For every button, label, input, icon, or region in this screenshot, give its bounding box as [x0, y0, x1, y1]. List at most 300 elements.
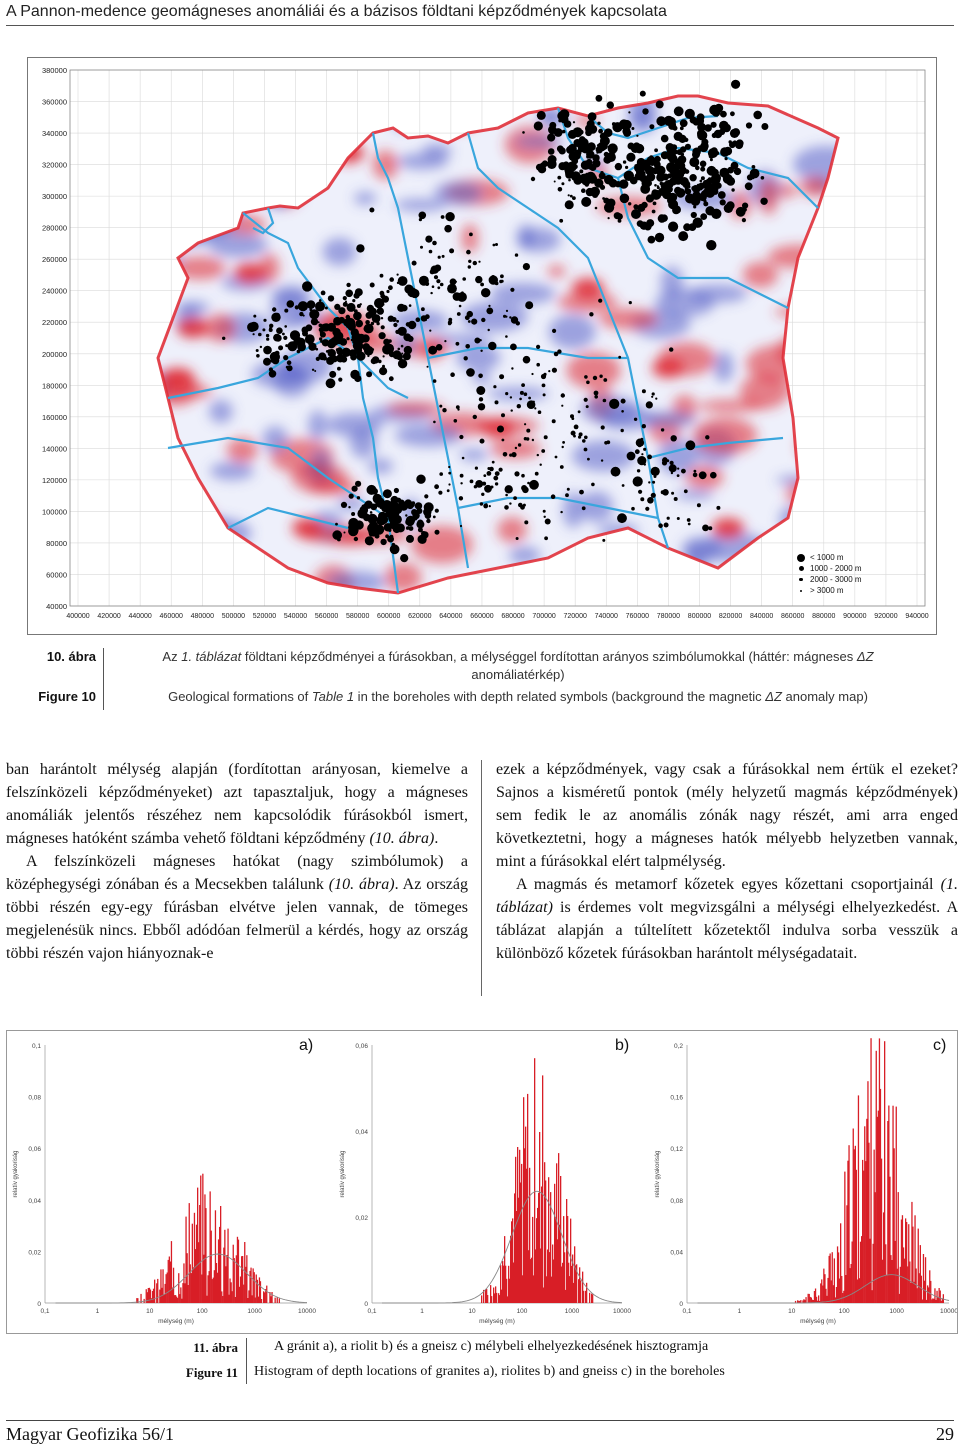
borehole-symbol	[297, 343, 306, 352]
anomaly-blob	[368, 459, 393, 474]
borehole-symbol	[421, 307, 425, 311]
borehole-symbol	[593, 376, 597, 380]
panel-label-c: c)	[933, 1037, 947, 1054]
borehole-symbol	[559, 109, 569, 119]
hist-x-tick-label: 100	[838, 1308, 850, 1315]
borehole-symbol	[282, 333, 285, 336]
map-x-tick-label: 420000	[97, 613, 121, 620]
borehole-symbol	[667, 517, 670, 520]
borehole-symbol	[465, 315, 470, 320]
map-y-tick-label: 320000	[41, 160, 67, 170]
map-x-tick-label: 700000	[532, 613, 556, 620]
borehole-symbol	[591, 483, 595, 487]
borehole-symbol	[524, 520, 528, 524]
figure11-divider	[246, 1338, 247, 1384]
borehole-symbol	[425, 512, 432, 519]
borehole-symbol	[455, 281, 457, 283]
borehole-symbol	[524, 437, 527, 440]
borehole-symbol	[506, 310, 508, 312]
borehole-symbol	[404, 346, 412, 354]
borehole-symbol	[648, 481, 650, 483]
borehole-symbol	[642, 108, 648, 114]
figure10-divider	[103, 648, 104, 710]
map-x-tick-label: 800000	[687, 613, 712, 620]
map-y-tick-label: 140000	[41, 444, 67, 454]
borehole-symbol	[462, 277, 466, 281]
borehole-symbol	[671, 435, 677, 441]
borehole-symbol	[661, 151, 669, 159]
paragraph: A magmás és metamorf kőzetek egyes kőzettani csoportjainál (1. táblázat) is érdemes volt megvizsgálni a mélységi elhelyezkedést. A táblázat alapján a túltelített kőzetektől indulva sorba vesszük a különböző kőzetek fúrásokban harántolt mélységadatait.	[496, 876, 958, 962]
borehole-symbol	[671, 492, 674, 495]
borehole-symbol	[691, 212, 697, 218]
borehole-symbol	[635, 449, 640, 454]
hist-bar	[858, 1095, 859, 1303]
hist-y-tick-label: 0	[37, 1301, 41, 1308]
borehole-symbol	[693, 205, 696, 208]
legend-label: < 1000 m	[810, 553, 844, 562]
borehole-symbol	[345, 301, 347, 303]
borehole-symbol	[595, 207, 598, 210]
anomaly-blob	[547, 265, 565, 277]
borehole-symbol	[718, 191, 726, 199]
borehole-symbol	[640, 497, 644, 501]
borehole-symbol	[311, 318, 318, 325]
borehole-symbol	[565, 200, 574, 209]
hist-x-tick-label: 1000	[564, 1308, 580, 1315]
borehole-symbol	[395, 548, 399, 552]
borehole-symbol	[686, 440, 696, 450]
borehole-symbol	[626, 153, 635, 162]
legend-symbol	[792, 578, 810, 582]
borehole-symbol	[480, 439, 485, 444]
map-y-tick-label: 160000	[41, 412, 67, 422]
borehole-symbol	[302, 281, 312, 291]
borehole-symbol	[750, 169, 760, 179]
anomaly-blob	[434, 181, 483, 205]
borehole-symbol	[746, 122, 752, 128]
borehole-symbol	[354, 537, 358, 541]
borehole-symbol	[653, 202, 657, 206]
borehole-symbol	[380, 539, 386, 545]
hist-y-axis-label: relatív gyakoriság	[655, 1150, 661, 1198]
borehole-symbol	[618, 356, 621, 359]
borehole-symbol	[609, 399, 619, 409]
hist-x-tick-label: 0,1	[40, 1308, 50, 1315]
borehole-symbol	[424, 502, 434, 512]
anomaly-blob	[660, 266, 683, 298]
borehole-symbol	[651, 493, 656, 498]
borehole-symbol	[389, 535, 393, 539]
map-x-tick-label: 600000	[377, 613, 401, 620]
borehole-symbol	[601, 425, 605, 429]
borehole-symbol	[468, 260, 471, 263]
borehole-symbol	[579, 169, 583, 173]
borehole-symbol	[526, 429, 530, 433]
borehole-symbol	[761, 123, 768, 130]
borehole-symbol	[412, 323, 415, 326]
borehole-symbol	[335, 523, 338, 526]
borehole-symbol	[406, 322, 411, 327]
borehole-symbol	[621, 429, 624, 432]
borehole-symbol	[637, 158, 646, 167]
hist-bar	[157, 1279, 158, 1303]
borehole-symbol	[514, 471, 519, 476]
borehole-symbol	[388, 316, 394, 322]
borehole-symbol	[410, 289, 419, 298]
borehole-symbol	[263, 358, 271, 366]
borehole-symbol	[597, 144, 599, 146]
anomaly-blob	[291, 463, 348, 493]
borehole-symbol	[462, 457, 465, 460]
borehole-symbol	[370, 511, 373, 514]
borehole-symbol	[269, 370, 277, 378]
borehole-symbol	[609, 179, 618, 188]
borehole-symbol	[727, 167, 734, 174]
hist-x-tick-label: 1000	[247, 1308, 262, 1315]
borehole-symbol	[661, 428, 664, 431]
borehole-symbol	[534, 407, 536, 409]
borehole-symbol	[570, 195, 573, 198]
footer-journal: Magyar Geofizika 56/1	[6, 1424, 174, 1444]
borehole-symbol	[677, 468, 679, 470]
borehole-symbol	[487, 471, 492, 476]
borehole-symbol	[489, 467, 494, 472]
borehole-symbol	[602, 539, 605, 542]
borehole-symbol	[480, 502, 483, 505]
borehole-symbol	[742, 218, 746, 222]
figure10-caption-en: Geological formations of Table 1 in the boreholes with depth related symbols (background the magnetic ΔZ anomaly map)	[168, 689, 868, 704]
map-x-tick-label: 760000	[625, 613, 650, 620]
borehole-symbol	[702, 525, 709, 532]
body-column-right	[496, 758, 958, 965]
borehole-symbol	[448, 466, 450, 468]
map-x-tick-label: 580000	[345, 613, 370, 620]
borehole-symbol	[368, 312, 373, 317]
borehole-symbol	[398, 276, 408, 286]
borehole-symbol	[685, 169, 690, 174]
borehole-symbol	[346, 315, 351, 320]
borehole-symbol	[544, 435, 548, 439]
borehole-symbol	[518, 443, 521, 446]
borehole-symbol	[693, 151, 699, 157]
borehole-symbol	[505, 335, 508, 338]
legend-symbol	[792, 554, 810, 562]
borehole-symbol	[521, 485, 527, 491]
borehole-symbol	[700, 123, 703, 126]
borehole-symbol	[622, 484, 625, 487]
borehole-symbol	[623, 160, 626, 163]
borehole-symbol	[549, 122, 556, 129]
borehole-symbol	[269, 328, 273, 332]
borehole-symbol	[434, 275, 438, 279]
borehole-symbol	[481, 493, 484, 496]
borehole-symbol	[510, 344, 517, 351]
borehole-symbol	[519, 398, 522, 401]
borehole-symbol	[543, 510, 546, 513]
borehole-symbol	[389, 376, 394, 381]
map-y-tick-label: 220000	[41, 318, 67, 328]
borehole-symbol	[493, 476, 498, 481]
hist-x-tick-label: 10	[468, 1308, 476, 1315]
borehole-symbol	[389, 514, 399, 524]
hist-x-tick-label: 10000	[297, 1308, 317, 1315]
borehole-symbol	[325, 307, 328, 310]
borehole-symbol	[348, 523, 356, 531]
anomaly-blob	[162, 368, 194, 388]
anomaly-blob	[652, 358, 684, 378]
histogram-panel	[13, 1043, 316, 1325]
borehole-symbol	[287, 360, 292, 365]
borehole-symbol	[341, 502, 347, 508]
borehole-symbol	[447, 284, 457, 294]
borehole-symbol	[559, 147, 566, 154]
borehole-symbol	[572, 196, 576, 200]
borehole-symbol	[523, 263, 530, 270]
borehole-symbol	[356, 244, 364, 252]
borehole-symbol	[380, 274, 384, 278]
legend-dot-icon	[797, 554, 805, 562]
borehole-symbol	[560, 511, 562, 513]
borehole-symbol	[424, 494, 428, 498]
borehole-symbol	[642, 424, 646, 428]
borehole-symbol	[337, 367, 341, 371]
borehole-symbol	[631, 127, 634, 130]
borehole-symbol	[697, 113, 705, 121]
borehole-symbol	[481, 288, 490, 297]
borehole-symbol	[612, 122, 616, 126]
borehole-symbol	[379, 303, 383, 307]
anomaly-blob	[210, 462, 254, 480]
borehole-symbol	[629, 301, 632, 304]
anomaly-blob	[354, 192, 376, 205]
borehole-symbol	[354, 293, 360, 299]
hist-y-tick-label: 0,04	[355, 1129, 368, 1136]
hist-bar	[580, 1280, 581, 1303]
borehole-symbol	[608, 217, 610, 219]
borehole-symbol	[542, 160, 548, 166]
borehole-symbol	[509, 502, 511, 504]
paragraph: ban harántolt mélység alapján (fordítottan arányosan, kiemelve a felszínközeli képződményeket) azt tapasztaljuk, hogy a mágneses anomáliák jelentős részéhez nem kapcsolódik fúrásokból ismert, mágneses hatóként számba vehető földtani képződmény (10. ábra).	[6, 761, 468, 847]
borehole-symbol	[586, 405, 589, 408]
borehole-symbol	[701, 176, 705, 180]
borehole-symbol	[657, 186, 660, 189]
borehole-symbol	[369, 208, 374, 213]
borehole-symbol	[621, 399, 626, 404]
borehole-symbol	[587, 458, 590, 461]
hist-bar	[246, 1255, 247, 1303]
borehole-symbol	[437, 286, 440, 289]
borehole-symbol	[631, 209, 641, 219]
borehole-symbol	[349, 494, 354, 499]
borehole-symbol	[725, 157, 728, 160]
borehole-symbol	[604, 152, 609, 157]
borehole-symbol	[316, 357, 320, 361]
borehole-symbol	[720, 199, 726, 205]
borehole-symbol	[559, 219, 563, 223]
borehole-symbol	[693, 473, 698, 478]
borehole-symbol	[719, 129, 725, 135]
borehole-symbol	[705, 435, 709, 439]
borehole-symbol	[272, 307, 276, 311]
borehole-symbol	[720, 147, 730, 157]
borehole-symbol	[436, 279, 440, 283]
borehole-symbol	[638, 443, 642, 447]
borehole-symbol	[548, 155, 557, 164]
hist-y-tick-label: 0,06	[28, 1146, 41, 1154]
borehole-symbol	[634, 418, 637, 421]
borehole-symbol	[403, 333, 411, 341]
borehole-symbol	[602, 134, 604, 136]
legend-item	[792, 574, 882, 585]
borehole-symbol	[433, 516, 436, 519]
histogram-panel	[655, 1038, 957, 1325]
legend-symbol	[792, 566, 810, 571]
borehole-symbol	[418, 535, 427, 544]
borehole-symbol	[517, 404, 521, 408]
column-rule	[481, 760, 482, 996]
borehole-symbol	[552, 368, 557, 373]
borehole-symbol	[631, 507, 635, 511]
borehole-symbol	[667, 173, 672, 178]
borehole-symbol	[351, 305, 353, 307]
hist-bar	[266, 1286, 267, 1303]
borehole-symbol	[590, 187, 600, 197]
borehole-symbol	[731, 80, 740, 89]
borehole-symbol	[283, 355, 288, 360]
borehole-symbol	[378, 498, 384, 504]
borehole-symbol	[554, 128, 563, 137]
borehole-symbol	[322, 323, 330, 331]
borehole-symbol	[600, 171, 603, 174]
borehole-symbol	[432, 285, 435, 288]
borehole-symbol	[516, 321, 520, 325]
borehole-symbol	[681, 153, 684, 156]
anomaly-blob	[323, 238, 357, 266]
hist-x-tick-label: 10	[788, 1308, 796, 1315]
borehole-symbol	[284, 309, 288, 313]
legend-dot-icon	[799, 566, 804, 571]
anomaly-blob	[497, 517, 527, 543]
borehole-symbol	[388, 529, 391, 532]
borehole-symbol	[275, 351, 280, 356]
borehole-symbol	[412, 261, 417, 266]
borehole-symbol	[652, 481, 655, 484]
borehole-symbol	[624, 171, 634, 181]
hist-y-tick-label: 0,12	[670, 1146, 683, 1154]
borehole-symbol	[680, 119, 688, 127]
hist-bar	[481, 1295, 482, 1303]
borehole-symbol	[454, 419, 458, 423]
borehole-symbol	[444, 340, 446, 342]
borehole-symbol	[700, 144, 709, 153]
borehole-symbol	[545, 519, 551, 525]
borehole-symbol	[429, 250, 433, 254]
borehole-symbol	[272, 357, 279, 364]
borehole-symbol	[442, 255, 445, 258]
map-legend	[792, 552, 882, 596]
borehole-symbol	[715, 151, 719, 155]
borehole-symbol	[651, 467, 660, 476]
borehole-symbol	[573, 176, 582, 185]
borehole-symbol	[709, 183, 718, 192]
hist-x-axis-label: mélység (m)	[479, 1318, 515, 1325]
hist-x-axis-label: mélység (m)	[800, 1318, 836, 1325]
map-x-tick-label: 880000	[812, 613, 836, 620]
borehole-symbol	[266, 338, 269, 341]
borehole-symbol	[634, 481, 639, 486]
borehole-symbol	[652, 392, 655, 395]
map-y-tick-label: 200000	[41, 349, 67, 359]
borehole-symbol	[637, 469, 640, 472]
borehole-symbol	[275, 335, 282, 342]
borehole-symbol	[381, 317, 383, 319]
borehole-symbol	[326, 378, 336, 388]
borehole-symbol	[409, 520, 412, 523]
hist-x-tick-label: 1000	[889, 1308, 904, 1315]
map-y-tick-label: 300000	[41, 192, 67, 202]
borehole-symbol	[584, 436, 588, 440]
borehole-symbol	[573, 127, 583, 137]
anomaly-blob	[397, 153, 448, 169]
borehole-symbol	[488, 305, 490, 307]
borehole-symbol	[524, 392, 528, 396]
borehole-symbol	[465, 344, 470, 349]
borehole-symbol	[581, 176, 590, 185]
figure11-caption-hu: A gránit a), a riolit b) és a gneisz c) mélybeli elhelyezkedésének hisztogramja	[274, 1339, 709, 1354]
borehole-symbol	[560, 465, 564, 469]
borehole-symbol	[409, 304, 412, 307]
borehole-symbol	[497, 426, 504, 433]
borehole-symbol	[656, 100, 664, 108]
borehole-symbol	[644, 223, 652, 231]
borehole-symbol	[385, 504, 393, 512]
map-x-tick-label: 860000	[781, 613, 805, 620]
footer-page-number: 29	[936, 1424, 954, 1444]
figure10-label-en: Figure 10	[38, 689, 96, 704]
borehole-symbol	[706, 240, 716, 250]
borehole-symbol	[596, 95, 603, 102]
borehole-symbol	[554, 181, 556, 183]
map-y-tick-label: 380000	[41, 66, 67, 75]
panel-label-b: b)	[615, 1037, 630, 1054]
borehole-symbol	[597, 122, 600, 125]
anomaly-blob	[177, 301, 210, 314]
borehole-symbol	[456, 342, 460, 346]
borehole-symbol	[640, 184, 650, 194]
borehole-symbol	[430, 269, 435, 274]
borehole-symbol	[471, 319, 477, 325]
map-y-tick-label: 60000	[46, 570, 67, 580]
borehole-symbol	[662, 190, 671, 199]
map-x-tick-label: 720000	[563, 613, 587, 620]
borehole-symbol	[541, 449, 545, 453]
borehole-symbol	[619, 179, 628, 188]
borehole-symbol	[562, 130, 566, 134]
borehole-symbol	[561, 182, 564, 185]
borehole-symbol	[435, 509, 439, 513]
borehole-symbol	[348, 506, 350, 508]
map-x-tick-label: 920000	[874, 613, 898, 620]
borehole-symbol	[253, 315, 256, 318]
borehole-symbol	[479, 397, 483, 401]
running-head: A Pannon-medence geomágneses anomáliái és a bázisos földtani képződmények kapcsolata	[6, 0, 954, 26]
borehole-symbol	[521, 474, 525, 478]
borehole-symbol	[439, 472, 443, 476]
borehole-symbol	[568, 194, 570, 196]
borehole-symbol	[699, 471, 707, 479]
map-x-tick-label: 620000	[408, 613, 432, 620]
hist-y-axis-label: relatív gyakoriság	[13, 1150, 19, 1198]
